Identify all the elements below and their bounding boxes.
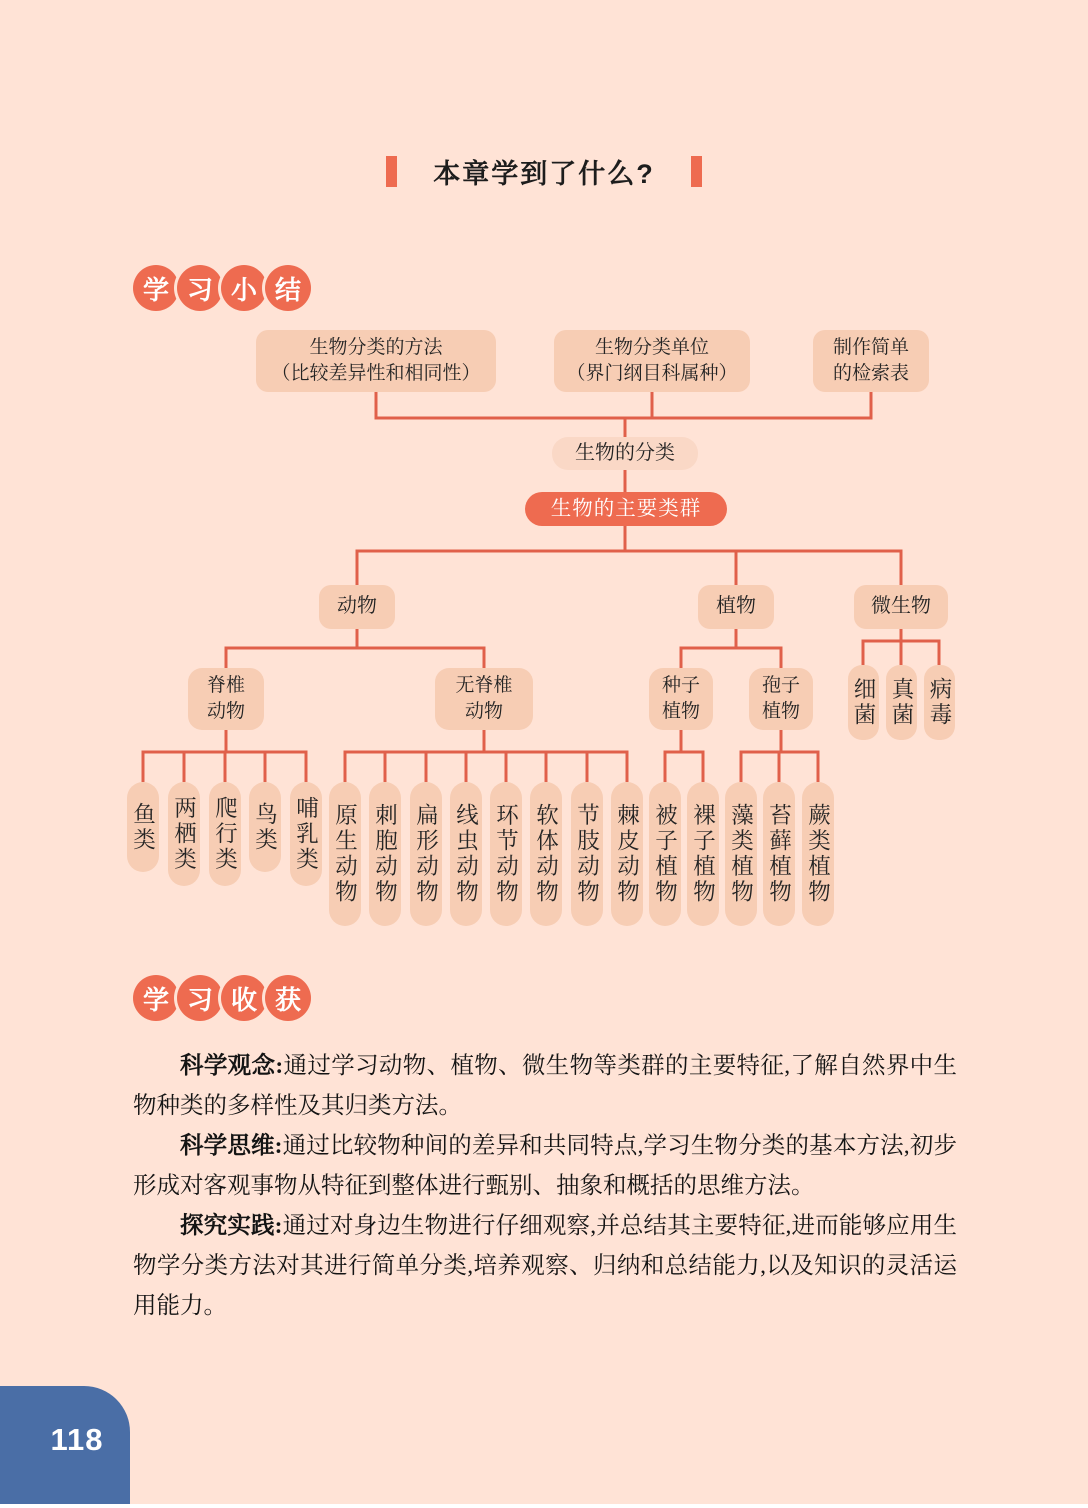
node-biology-classification: 生物的分类 bbox=[552, 437, 698, 470]
page-number-tab bbox=[0, 1386, 130, 1508]
node-line: 动物 bbox=[464, 701, 503, 722]
node-vtext: 哺乳类 bbox=[293, 795, 319, 873]
gain-label: 科学观念: bbox=[180, 1053, 284, 1079]
node-fungi bbox=[886, 665, 917, 740]
node-cnidaria bbox=[369, 782, 401, 926]
node-line: 动物 bbox=[206, 701, 245, 722]
node-line: 孢子 bbox=[761, 674, 800, 696]
node-main-groups-highlight: 生物的主要类群 bbox=[525, 492, 727, 526]
node-line: 种子 bbox=[661, 674, 700, 696]
node-identification-key bbox=[813, 330, 929, 392]
node-classification-units bbox=[554, 330, 750, 392]
gain-body: 通过对身边生物进行仔细观察,并总结其主要特征,进而能够应用生物学分类方法对其进行简单分类,培养观察、归纳和总结能力,以及知识的灵活运用能力。 bbox=[133, 1213, 958, 1319]
node-vtext: 环节动物 bbox=[493, 803, 519, 905]
gain-label: 探究实践: bbox=[180, 1213, 283, 1239]
node-line: 植物 bbox=[761, 701, 800, 722]
badge-char: 习 bbox=[177, 975, 223, 1021]
node-mammal-class bbox=[290, 782, 322, 886]
gain-paragraph-science-concepts bbox=[133, 1046, 957, 1126]
node-line: 生物分类的方法 bbox=[309, 336, 443, 358]
node-protozoa bbox=[329, 782, 361, 926]
section-badge-study-gains bbox=[133, 975, 309, 1021]
node-flatworms bbox=[410, 782, 442, 926]
page-number: 118 bbox=[50, 1422, 104, 1457]
node-line: （界门纲目科属种） bbox=[566, 363, 738, 384]
page-bottom-edge bbox=[0, 1504, 1088, 1508]
node-angiosperms bbox=[649, 782, 681, 926]
study-gains-text bbox=[133, 1046, 957, 1326]
node-vtext: 鱼类 bbox=[130, 801, 156, 853]
node-vtext: 藻类植物 bbox=[728, 803, 754, 905]
gain-body: 通过学习动物、植物、微生物等类群的主要特征,了解自然界中生物种类的多样性及其归类方法。 bbox=[133, 1053, 958, 1119]
node-vtext: 病毒 bbox=[927, 677, 953, 728]
node-vtext: 软体动物 bbox=[533, 803, 559, 905]
node-line: 植物 bbox=[661, 701, 700, 722]
node-spore-plants bbox=[749, 668, 813, 730]
node-vtext: 细菌 bbox=[851, 677, 877, 728]
node-viruses bbox=[924, 665, 955, 740]
node-vtext: 苔藓植物 bbox=[766, 803, 792, 905]
badge-char: 学 bbox=[133, 975, 179, 1021]
page-title: 本章学到了什么? bbox=[433, 159, 655, 189]
node-seed-plants bbox=[649, 668, 713, 730]
node-mosses bbox=[763, 782, 795, 926]
node-amphibian-class bbox=[168, 782, 200, 886]
node-vtext: 原生动物 bbox=[332, 803, 358, 905]
node-bacteria bbox=[848, 665, 879, 740]
node-annelids bbox=[490, 782, 522, 926]
node-echinoderms bbox=[611, 782, 643, 926]
node-mollusks bbox=[530, 782, 562, 926]
node-arthropods bbox=[571, 782, 603, 926]
node-line: 制作简单 bbox=[832, 336, 909, 358]
node-microorganisms: 微生物 bbox=[854, 585, 948, 629]
node-vtext: 节肢动物 bbox=[574, 803, 600, 905]
node-vtext: 鸟类 bbox=[252, 801, 278, 853]
node-fish-class bbox=[127, 782, 159, 872]
badge-char: 学 bbox=[133, 265, 179, 311]
badge-char: 小 bbox=[221, 265, 267, 311]
node-vtext: 被子植物 bbox=[652, 803, 678, 905]
node-reptile-class bbox=[209, 782, 241, 886]
node-gymnosperms bbox=[687, 782, 719, 926]
node-line: 的检索表 bbox=[832, 363, 909, 384]
node-line: 脊椎 bbox=[206, 674, 245, 696]
gain-paragraph-scientific-thinking bbox=[133, 1126, 957, 1206]
badge-char: 结 bbox=[265, 265, 311, 311]
node-invertebrates bbox=[435, 668, 533, 730]
node-vtext: 爬行类 bbox=[212, 795, 238, 873]
node-line: 生物分类单位 bbox=[594, 336, 709, 358]
node-vertebrates bbox=[188, 668, 264, 730]
node-vtext: 棘皮动物 bbox=[614, 803, 640, 905]
node-nematodes bbox=[450, 782, 482, 926]
badge-char: 收 bbox=[221, 975, 267, 1021]
badge-char: 习 bbox=[177, 265, 223, 311]
gain-label: 科学思维: bbox=[180, 1133, 283, 1159]
node-plants: 植物 bbox=[698, 585, 774, 629]
node-vtext: 蕨类植物 bbox=[805, 803, 831, 905]
node-ferns bbox=[802, 782, 834, 926]
node-vtext: 两栖类 bbox=[171, 795, 197, 873]
node-bird-class bbox=[249, 782, 281, 872]
gain-body: 通过比较物种间的差异和共同特点,学习生物分类的基本方法,初步形成对客观事物从特征到整体进行甄别、抽象和概括的思维方法。 bbox=[133, 1133, 958, 1199]
node-animals: 动物 bbox=[319, 585, 395, 629]
badge-char: 获 bbox=[265, 975, 311, 1021]
node-classification-methods bbox=[256, 330, 496, 392]
node-line: 无脊椎 bbox=[455, 674, 513, 696]
node-algae bbox=[725, 782, 757, 926]
node-vtext: 线虫动物 bbox=[453, 803, 479, 905]
gain-paragraph-inquiry-practice bbox=[133, 1206, 957, 1326]
node-vtext: 裸子植物 bbox=[690, 803, 716, 905]
node-vtext: 刺胞动物 bbox=[372, 803, 398, 905]
node-vtext: 扁形动物 bbox=[413, 803, 439, 905]
node-line: （比较差异性和相同性） bbox=[271, 363, 481, 384]
node-vtext: 真菌 bbox=[889, 677, 915, 728]
